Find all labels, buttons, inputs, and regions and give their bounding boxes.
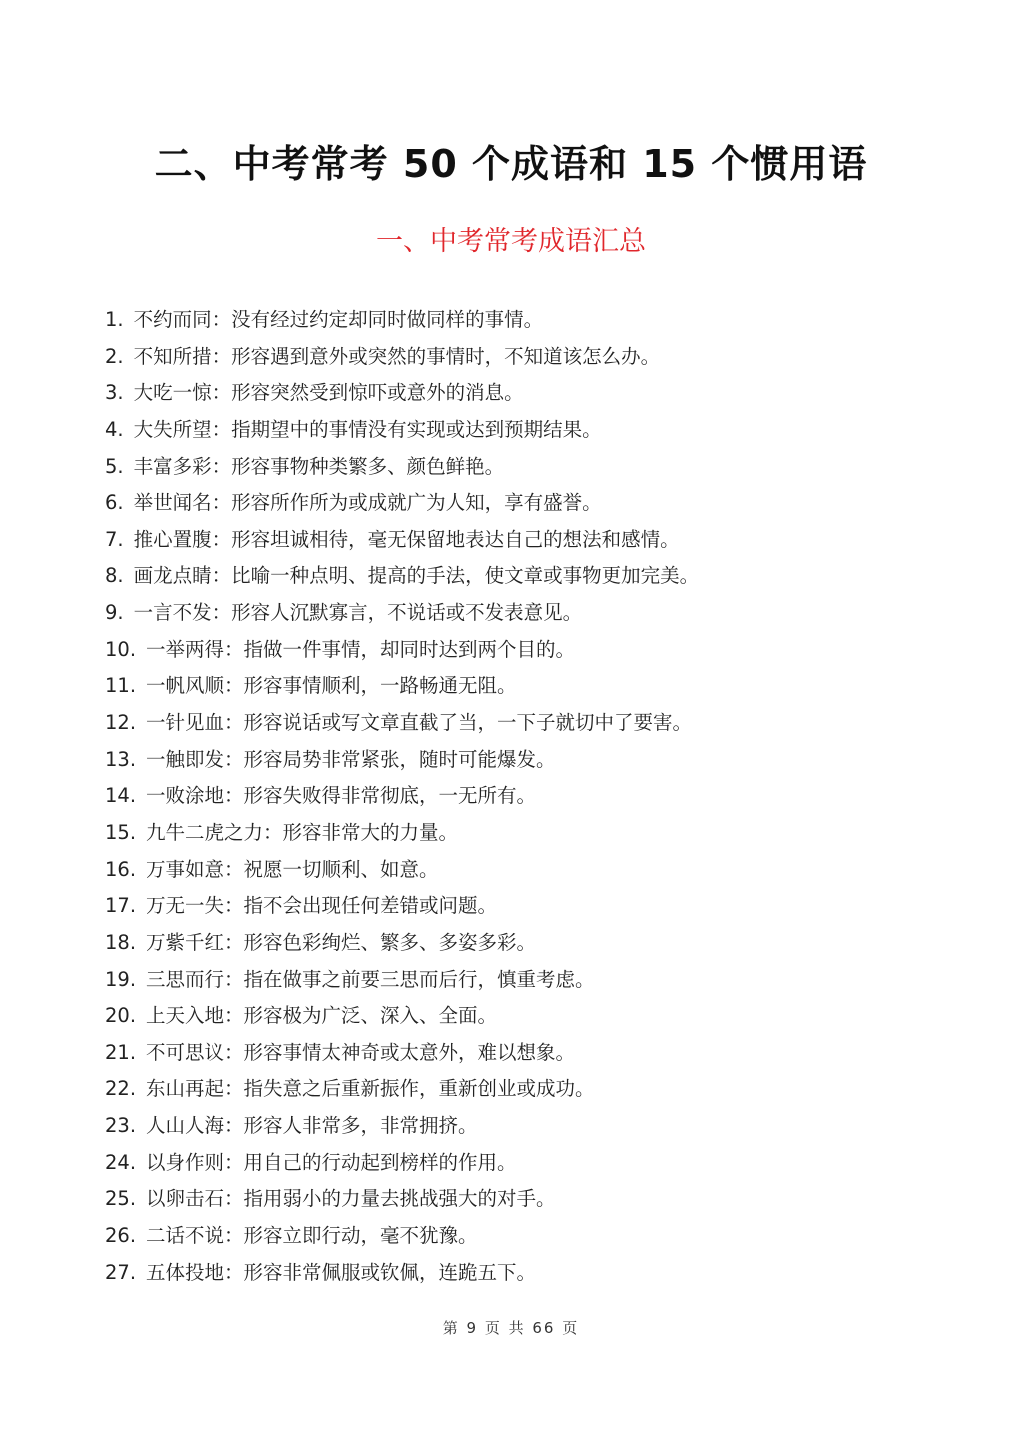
item-colon: ： bbox=[211, 601, 232, 625]
item-colon: ： bbox=[224, 894, 244, 918]
idiom-term: 九牛二虎之力 bbox=[146, 820, 264, 844]
item-number: 20. bbox=[105, 1004, 137, 1028]
idiom-list bbox=[105, 302, 965, 1291]
item-number: 17. bbox=[105, 894, 137, 918]
item-colon: ： bbox=[224, 1187, 244, 1211]
list-item bbox=[105, 1071, 965, 1108]
list-item bbox=[105, 632, 965, 669]
idiom-meaning: 形容人沉默寡言，不说话或不发表意见。 bbox=[231, 601, 583, 625]
list-item bbox=[105, 375, 965, 412]
list-item bbox=[105, 1035, 965, 1072]
idiom-term: 不知所措 bbox=[133, 344, 212, 368]
list-item bbox=[105, 998, 965, 1035]
item-colon: ： bbox=[211, 417, 232, 441]
item-colon: ： bbox=[224, 674, 244, 698]
list-item bbox=[105, 522, 965, 559]
item-colon: ： bbox=[211, 454, 232, 478]
item-number: 24. bbox=[105, 1150, 137, 1174]
item-colon: ： bbox=[211, 564, 232, 588]
item-number: 1. bbox=[105, 308, 124, 331]
idiom-meaning: 形容人非常多，非常拥挤。 bbox=[243, 1114, 478, 1138]
idiom-term: 东山再起 bbox=[146, 1077, 225, 1101]
item-number: 16. bbox=[105, 857, 137, 881]
item-colon: ： bbox=[224, 711, 244, 735]
page-title: 二、中考常考 50 个成语和 15 个惯用语 bbox=[154, 142, 868, 186]
item-colon: ： bbox=[211, 344, 232, 368]
idiom-term: 画龙点睛 bbox=[133, 564, 212, 588]
idiom-meaning: 形容坦诚相待，毫无保留地表达自己的想法和感情。 bbox=[231, 527, 680, 551]
item-number: 10. bbox=[105, 637, 137, 661]
item-colon: ： bbox=[224, 784, 244, 808]
item-colon: ： bbox=[224, 1077, 244, 1101]
item-colon: ： bbox=[211, 491, 232, 515]
item-number: 18. bbox=[105, 930, 137, 954]
item-colon: ： bbox=[224, 1260, 244, 1284]
item-number: 21. bbox=[105, 1040, 137, 1064]
idiom-term: 以身作则 bbox=[146, 1150, 225, 1174]
section-title: 一、中考常考成语汇总 bbox=[376, 226, 646, 257]
item-colon: ： bbox=[224, 1150, 244, 1174]
idiom-meaning: 指不会出现任何差错或问题。 bbox=[243, 894, 498, 918]
idiom-meaning: 形容事情顺利，一路畅通无阻。 bbox=[243, 674, 517, 698]
idiom-meaning: 比喻一种点明、提高的手法，使文章或事物更加完美。 bbox=[231, 564, 700, 588]
list-item bbox=[105, 485, 965, 522]
list-item bbox=[105, 962, 965, 999]
list-item bbox=[105, 742, 965, 779]
list-item bbox=[105, 668, 965, 705]
item-number: 3. bbox=[105, 381, 124, 405]
idiom-meaning: 形容色彩绚烂、繁多、多姿多彩。 bbox=[243, 930, 537, 954]
item-colon: ： bbox=[224, 1040, 244, 1064]
idiom-meaning: 指用弱小的力量去挑战强大的对手。 bbox=[243, 1187, 556, 1211]
idiom-term: 以卵击石 bbox=[146, 1187, 225, 1211]
item-colon: ： bbox=[263, 820, 283, 844]
idiom-term: 一帆风顺 bbox=[146, 674, 225, 698]
idiom-meaning: 形容立即行动，毫不犹豫。 bbox=[243, 1224, 478, 1248]
list-item bbox=[105, 925, 965, 962]
list-item bbox=[105, 449, 965, 486]
item-colon: ： bbox=[224, 967, 244, 991]
idiom-term: 万事如意 bbox=[146, 857, 225, 881]
idiom-term: 上天入地 bbox=[146, 1004, 225, 1028]
list-item bbox=[105, 1218, 965, 1255]
list-item bbox=[105, 1181, 965, 1218]
item-number: 22. bbox=[105, 1077, 137, 1101]
item-colon: ： bbox=[224, 857, 244, 881]
list-item bbox=[105, 302, 965, 339]
item-colon: ： bbox=[224, 1004, 244, 1028]
list-item bbox=[105, 1255, 965, 1292]
idiom-meaning: 形容所作所为或成就广为人知，享有盛誉。 bbox=[231, 491, 602, 515]
item-number: 4. bbox=[105, 417, 124, 441]
idiom-term: 一言不发 bbox=[133, 601, 212, 625]
idiom-term: 大吃一惊 bbox=[133, 381, 212, 405]
idiom-meaning: 祝愿一切顺利、如意。 bbox=[243, 857, 439, 881]
item-number: 23. bbox=[105, 1114, 137, 1138]
idiom-meaning: 形容非常佩服或钦佩，连跪五下。 bbox=[243, 1260, 537, 1284]
list-item bbox=[105, 705, 965, 742]
item-number: 2. bbox=[105, 344, 124, 368]
idiom-term: 大失所望 bbox=[133, 417, 212, 441]
item-number: 7. bbox=[105, 527, 124, 551]
idiom-term: 推心置腹 bbox=[133, 527, 212, 551]
idiom-term: 一败涂地 bbox=[146, 784, 225, 808]
idiom-term: 人山人海 bbox=[146, 1114, 225, 1138]
idiom-meaning: 形容局势非常紧张，随时可能爆发。 bbox=[243, 747, 556, 771]
item-colon: ： bbox=[224, 1224, 244, 1248]
list-item bbox=[105, 558, 965, 595]
item-number: 13. bbox=[105, 747, 137, 771]
item-colon: ： bbox=[211, 381, 232, 405]
idiom-term: 不可思议 bbox=[146, 1040, 225, 1064]
item-number: 8. bbox=[105, 564, 124, 588]
idiom-term: 举世闻名 bbox=[133, 491, 212, 515]
item-colon: ： bbox=[211, 308, 232, 331]
item-colon: ： bbox=[224, 747, 244, 771]
item-colon: ： bbox=[224, 930, 244, 954]
item-number: 19. bbox=[105, 967, 137, 991]
idiom-term: 万无一失 bbox=[146, 894, 225, 918]
idiom-term: 一针见血 bbox=[146, 711, 225, 735]
idiom-term: 三思而行 bbox=[146, 967, 225, 991]
list-item bbox=[105, 595, 965, 632]
item-colon: ： bbox=[211, 527, 232, 551]
item-number: 11. bbox=[105, 674, 137, 698]
idiom-meaning: 形容遇到意外或突然的事情时，不知道该怎么办。 bbox=[231, 344, 661, 368]
idiom-meaning: 形容说话或写文章直截了当，一下子就切中了要害。 bbox=[243, 711, 693, 735]
list-item bbox=[105, 1145, 965, 1182]
idiom-term: 五体投地 bbox=[146, 1260, 225, 1284]
list-item bbox=[105, 888, 965, 925]
idiom-term: 一举两得 bbox=[146, 637, 225, 661]
idiom-meaning: 指期望中的事情没有实现或达到预期结果。 bbox=[231, 417, 602, 441]
idiom-term: 丰富多彩 bbox=[133, 454, 212, 478]
idiom-term: 万紫千红 bbox=[146, 930, 225, 954]
idiom-meaning: 形容非常大的力量。 bbox=[282, 820, 459, 844]
idiom-meaning: 用自己的行动起到榜样的作用。 bbox=[243, 1150, 517, 1174]
list-item bbox=[105, 778, 965, 815]
list-item bbox=[105, 412, 965, 449]
item-number: 9. bbox=[105, 601, 124, 625]
idiom-meaning: 指做一件事情，却同时达到两个目的。 bbox=[243, 637, 576, 661]
list-item bbox=[105, 815, 965, 852]
idiom-meaning: 形容极为广泛、深入、全面。 bbox=[243, 1004, 498, 1028]
item-number: 5. bbox=[105, 454, 124, 478]
page-footer: 第 9 页 共 66 页 bbox=[442, 1319, 580, 1337]
idiom-meaning: 形容突然受到惊吓或意外的消息。 bbox=[231, 381, 524, 405]
item-colon: ： bbox=[224, 637, 244, 661]
idiom-term: 一触即发 bbox=[146, 747, 225, 771]
idiom-meaning: 指在做事之前要三思而后行，慎重考虑。 bbox=[243, 967, 595, 991]
item-number: 15. bbox=[105, 820, 137, 844]
item-number: 6. bbox=[105, 491, 124, 515]
idiom-meaning: 指失意之后重新振作，重新创业或成功。 bbox=[243, 1077, 595, 1101]
item-number: 14. bbox=[105, 784, 137, 808]
list-item bbox=[105, 1108, 965, 1145]
idiom-term: 不约而同 bbox=[133, 308, 212, 331]
item-colon: ： bbox=[224, 1114, 244, 1138]
item-number: 26. bbox=[105, 1224, 137, 1248]
idiom-term: 二话不说 bbox=[146, 1224, 225, 1248]
list-item bbox=[105, 339, 965, 376]
item-number: 25. bbox=[105, 1187, 137, 1211]
idiom-meaning: 没有经过约定却同时做同样的事情。 bbox=[231, 308, 544, 331]
item-number: 27. bbox=[105, 1260, 137, 1284]
item-number: 12. bbox=[105, 711, 137, 735]
idiom-meaning: 形容失败得非常彻底，一无所有。 bbox=[243, 784, 537, 808]
idiom-meaning: 形容事情太神奇或太意外，难以想象。 bbox=[243, 1040, 576, 1064]
idiom-meaning: 形容事物种类繁多、颜色鲜艳。 bbox=[231, 454, 505, 478]
list-item bbox=[105, 852, 965, 889]
